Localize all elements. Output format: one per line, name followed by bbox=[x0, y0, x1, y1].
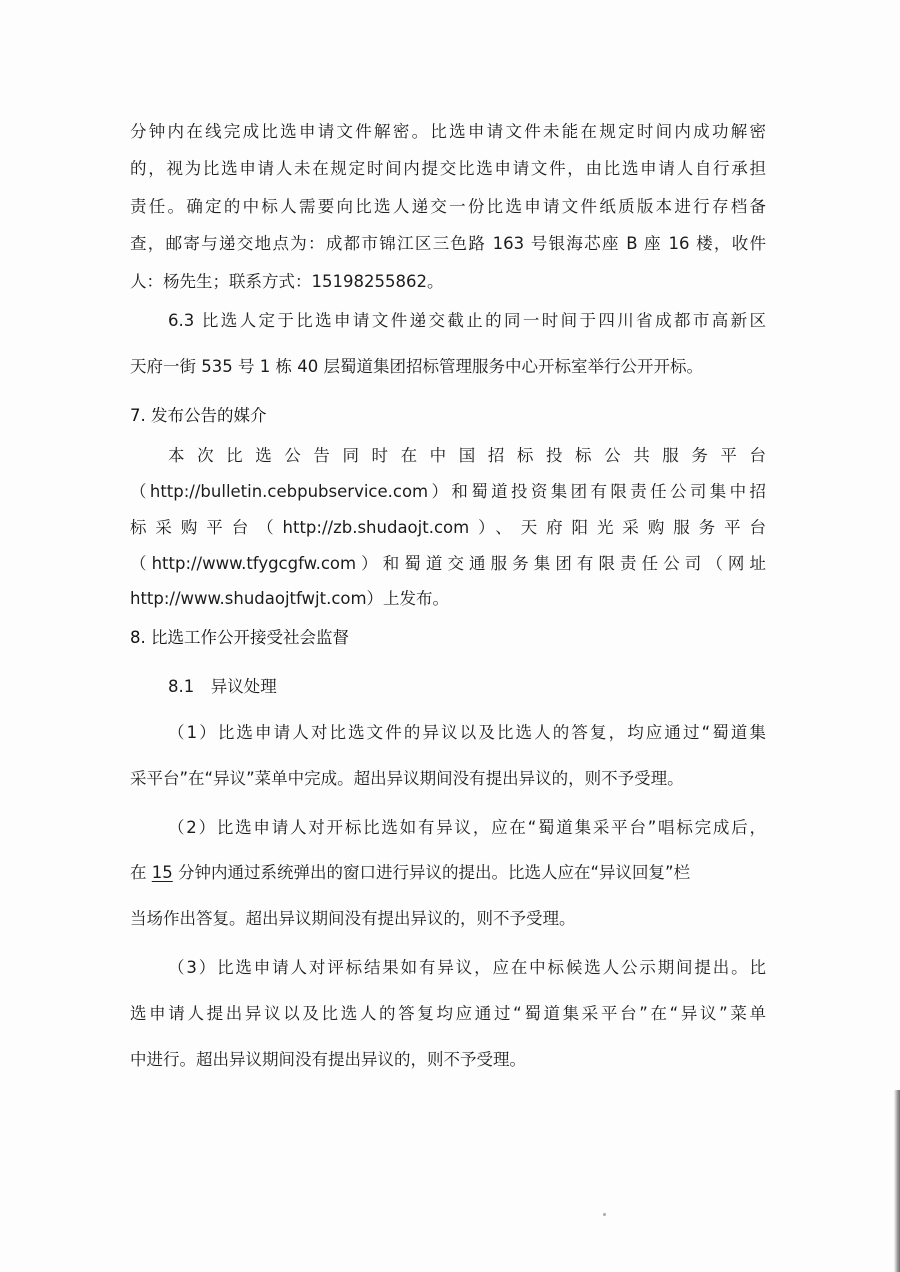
scan-speck bbox=[603, 1213, 606, 1216]
paragraph-line: 人：杨先生；联系方式：15198255862。 bbox=[130, 272, 444, 291]
text-fragment: 分钟内通过系统弹出的窗口进行异议的提出。比选人应在“异议回复”栏 bbox=[172, 863, 691, 882]
paragraph-line: 选申请人提出异议以及比选人的答复均应通过“蜀道集采平台”在“异议”菜单 bbox=[130, 1004, 766, 1023]
paragraph-line: 分钟内在线完成比选申请文件解密。比选申请文件未能在规定时间内成功解密 bbox=[130, 122, 766, 141]
paragraph-line: 天府一街 535 号 1 栋 40 层蜀道集团招标管理服务中心开标室举行公开开标。 bbox=[130, 357, 703, 376]
paragraph-line: 6.3 比选人定于比选申请文件递交截止的同一时间于四川省成都市高新区 bbox=[168, 311, 766, 330]
paragraph-line: http://www.shudaojtfwjt.com）上发布。 bbox=[130, 589, 450, 608]
paragraph-line: 查，邮寄与递交地点为：成都市锦江区三色路 163 号银海芯座 B 座 16 楼，收件 bbox=[130, 234, 766, 253]
paragraph-line: 责任。确定的中标人需要向比选人递交一份比选申请文件纸质版本进行存档备 bbox=[130, 197, 766, 216]
paragraph-line: 中进行。超出异议期间没有提出异议的，则不予受理。 bbox=[130, 1050, 526, 1069]
paragraph-line: （1）比选申请人对比选文件的异议以及比选人的答复，均应通过“蜀道集 bbox=[168, 723, 766, 742]
paragraph-line: （2）比选申请人对开标比选如有异议，应在“蜀道集采平台”唱标完成后， bbox=[168, 818, 766, 837]
paragraph-line: （http://bulletin.cebpubservice.com）和蜀道投资集团有限责任公司集中招 bbox=[130, 482, 766, 501]
paragraph-line bbox=[130, 862, 766, 884]
underlined-number: 15 bbox=[151, 863, 173, 882]
scan-edge-shadow bbox=[894, 1090, 900, 1272]
paragraph-line: 当场作出答复。超出异议期间没有提出异议的，则不予受理。 bbox=[130, 909, 576, 928]
subsection-heading: 8.1 异议处理 bbox=[168, 677, 277, 696]
section-heading: 8. 比选工作公开接受社会监督 bbox=[130, 628, 349, 647]
paragraph-line: （3）比选申请人对评标结果如有异议，应在中标候选人公示期间提出。比 bbox=[168, 958, 766, 977]
paragraph-line: 标采购平台（http://zb.shudaojt.com）、天府阳光采购服务平台 bbox=[130, 518, 766, 537]
paragraph-line: 本次比选公告同时在中国招标投标公共服务平台 bbox=[168, 446, 766, 465]
paragraph-line: （http://www.tfygcgfw.com）和蜀道交通服务集团有限责任公司（网址 bbox=[130, 554, 766, 573]
paragraph-line: 采平台”在“异议”菜单中完成。超出异议期间没有提出异议的，则不予受理。 bbox=[130, 769, 684, 788]
section-heading: 7. 发布公告的媒介 bbox=[130, 406, 267, 425]
paragraph-line: 的，视为比选申请人未在规定时间内提交比选申请文件，由比选申请人自行承担 bbox=[130, 159, 766, 178]
text-fragment: 在 bbox=[130, 863, 152, 882]
